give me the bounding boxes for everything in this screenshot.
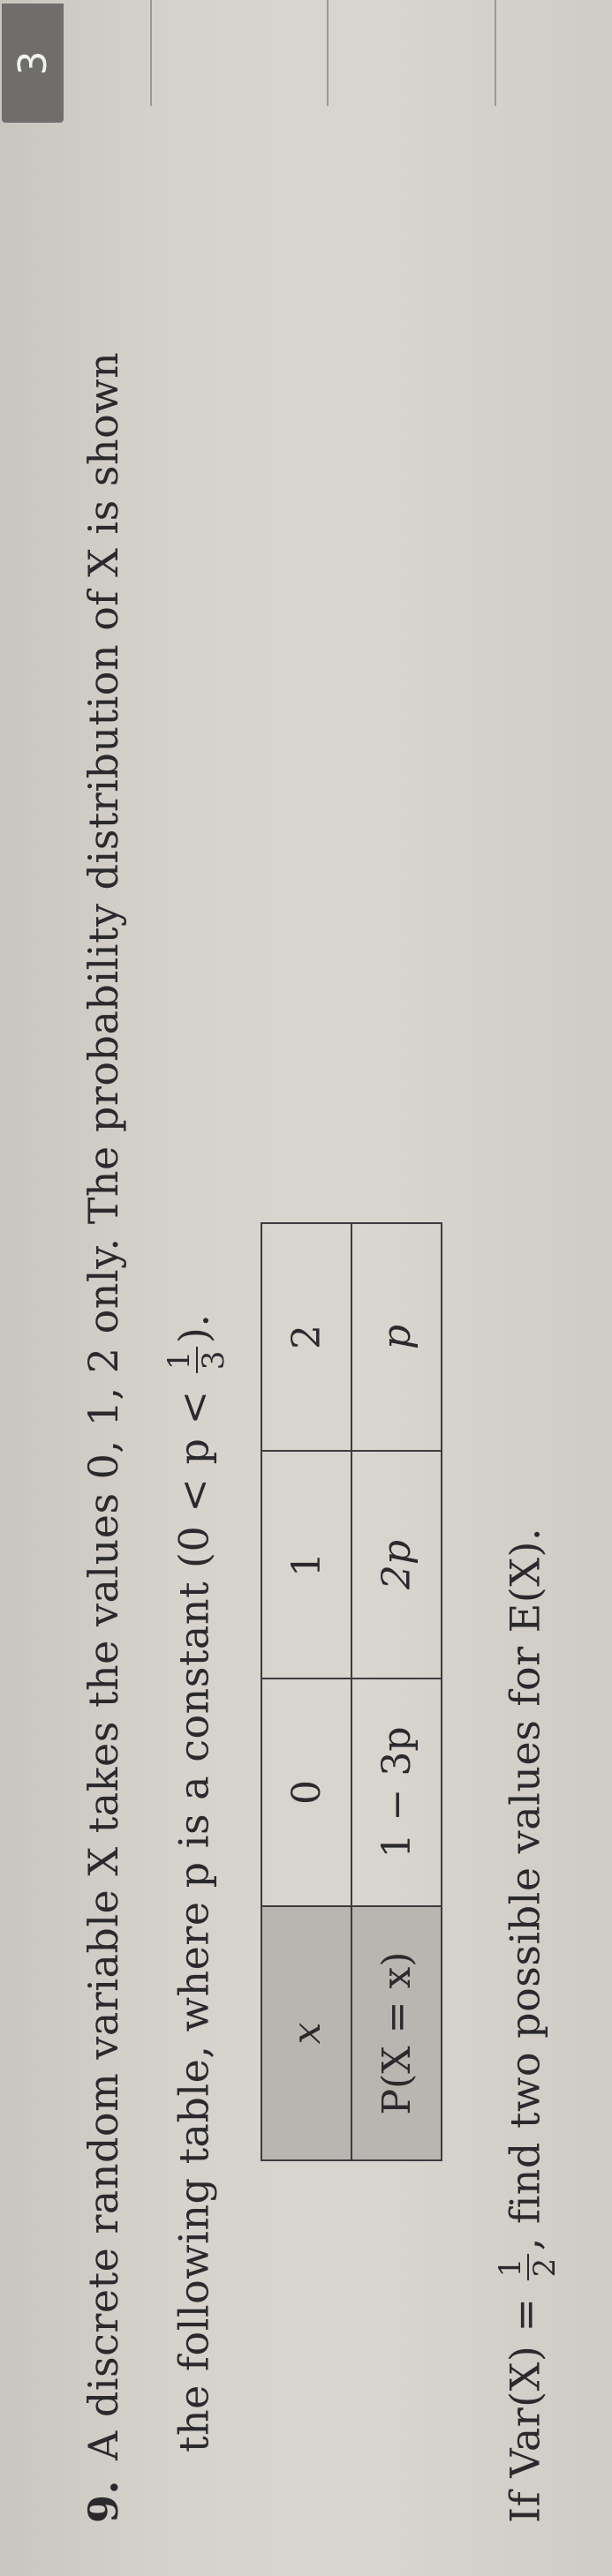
probability-table <box>261 1222 442 2161</box>
x-value: 1 <box>261 1451 351 1679</box>
p-value: 2p <box>351 1451 442 1679</box>
fraction-numerator: 1 <box>163 1347 198 1373</box>
fraction-one-third <box>163 1347 231 1373</box>
row-header-x: x <box>261 1906 351 2160</box>
fraction-denominator: 2 <box>527 2257 563 2278</box>
question-text-3-pre: If Var(X) = <box>501 2297 549 2523</box>
question-text-1: A discrete random variable X takes the values 0, 1, 2 only. The probability distribution of X is shown <box>79 351 127 2460</box>
question-text-2-post: ). <box>170 1313 218 1344</box>
x-value: 2 <box>261 1223 351 1451</box>
question-line-1 <box>79 352 127 2523</box>
question-number: 9. <box>79 2479 127 2523</box>
x-value: 0 <box>261 1679 351 1906</box>
row-header-probability: P(X = x) <box>351 1906 442 2160</box>
fraction-denominator: 3 <box>196 1350 232 1371</box>
question-line-2 <box>163 1313 231 2452</box>
table-row <box>351 1223 442 2160</box>
question-text-3-post: , find two possible values for E(X). <box>501 1527 549 2251</box>
p-value: 1 − 3p <box>351 1679 442 1906</box>
question-text-2-pre: the following table, where p is a constant (0 < p < <box>170 1390 218 2452</box>
table-row <box>261 1223 351 2160</box>
question-line-3 <box>495 1528 563 2523</box>
fraction-numerator: 1 <box>495 2254 529 2280</box>
p-value: p <box>351 1223 442 1451</box>
chapter-badge: 3 <box>2 4 64 123</box>
fraction-one-half <box>495 2254 563 2280</box>
